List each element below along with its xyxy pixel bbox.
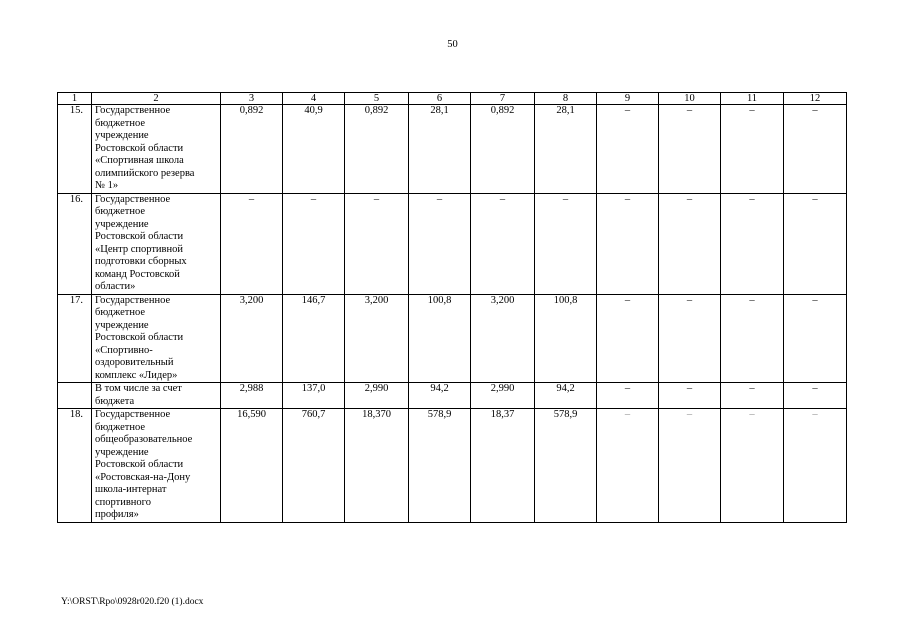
value-cell: – xyxy=(784,193,847,294)
name-line: подготовки сборных xyxy=(95,256,187,267)
value-cell: 28,1 xyxy=(409,105,471,194)
value-cell: 18,37 xyxy=(471,409,535,523)
value-cell: – xyxy=(659,383,721,409)
value-cell: – xyxy=(659,193,721,294)
header-cell: 11 xyxy=(721,93,784,105)
name-line: Государственное xyxy=(95,409,171,420)
header-cell: 2 xyxy=(92,93,221,105)
name-line: № 1» xyxy=(95,180,119,191)
name-line: «Спортивная школа xyxy=(95,155,184,166)
header-cell: 5 xyxy=(345,93,409,105)
value-cell: – xyxy=(659,105,721,194)
value-cell: – xyxy=(659,294,721,383)
value-cell: – xyxy=(721,105,784,194)
value-cell: – xyxy=(535,193,597,294)
value-cell: – xyxy=(597,294,659,383)
name-line: учреждение xyxy=(95,319,149,331)
value-cell: – xyxy=(597,383,659,409)
value-cell: 3,200 xyxy=(221,294,283,383)
value-cell: 3,200 xyxy=(345,294,409,383)
value-cell: 760,7 xyxy=(283,409,345,523)
row-number: 18. xyxy=(58,409,92,523)
row-number: 16. xyxy=(58,193,92,294)
value-cell: – xyxy=(784,294,847,383)
value-cell: – xyxy=(597,409,659,523)
table-row xyxy=(58,294,847,383)
institution-name xyxy=(92,294,221,383)
name-line: Государственное xyxy=(95,193,171,205)
header-cell: 6 xyxy=(409,93,471,105)
name-line: школа-интернат xyxy=(95,484,167,495)
name-line: Ростовской области xyxy=(95,459,184,470)
table-row xyxy=(58,383,847,409)
value-cell: – xyxy=(597,105,659,194)
footer-file-path: Y:\ORST\Rpo\0928r020.f20 (1).docx xyxy=(61,597,204,607)
value-cell: 40,9 xyxy=(283,105,345,194)
name-line: Ростовской области xyxy=(95,142,184,154)
value-cell: – xyxy=(721,383,784,409)
header-cell: 4 xyxy=(283,93,345,105)
value-cell: 28,1 xyxy=(535,105,597,194)
value-cell: – xyxy=(471,193,535,294)
name-line: учреждение xyxy=(95,218,149,230)
value-cell: – xyxy=(721,193,784,294)
value-cell: 0,892 xyxy=(345,105,409,194)
table-row xyxy=(58,409,847,523)
header-cell: 3 xyxy=(221,93,283,105)
header-cell: 10 xyxy=(659,93,721,105)
name-line: учреждение xyxy=(95,130,149,141)
value-cell: 2,990 xyxy=(471,383,535,409)
header-cell: 1 xyxy=(58,93,92,105)
value-cell: – xyxy=(597,193,659,294)
header-row xyxy=(58,93,847,105)
institution-name xyxy=(92,383,221,409)
value-cell: – xyxy=(221,193,283,294)
name-line: бюджетное xyxy=(95,117,146,129)
name-line: учреждение xyxy=(95,446,149,458)
header-cell: 9 xyxy=(597,93,659,105)
name-line: Ростовской области xyxy=(95,332,184,343)
value-cell: – xyxy=(659,409,721,523)
name-line: В том числе за счет xyxy=(95,383,182,394)
header-cell: 7 xyxy=(471,93,535,105)
name-line: спортивного xyxy=(95,496,151,508)
value-cell: – xyxy=(409,193,471,294)
value-cell: 137,0 xyxy=(283,383,345,409)
value-cell: – xyxy=(283,193,345,294)
name-line: олимпийского резерва xyxy=(95,167,195,179)
row-number: 15. xyxy=(58,105,92,194)
table-row xyxy=(58,193,847,294)
value-cell: – xyxy=(345,193,409,294)
name-line: «Ростовская-на-Дону xyxy=(95,471,191,483)
name-line: бюджета xyxy=(95,395,135,407)
value-cell: 100,8 xyxy=(535,294,597,383)
name-line: комплекс «Лидер» xyxy=(95,369,178,381)
value-cell: – xyxy=(784,383,847,409)
value-cell: – xyxy=(784,409,847,523)
header-cell: 8 xyxy=(535,93,597,105)
value-cell: – xyxy=(784,105,847,194)
name-line: общеобразовательное xyxy=(95,434,193,445)
name-line: профиля» xyxy=(95,509,139,520)
institution-name xyxy=(92,193,221,294)
name-line: «Спортивно- xyxy=(95,344,153,356)
name-line: оздоровительный xyxy=(95,357,174,368)
value-cell: 16,590 xyxy=(221,409,283,523)
value-cell: 3,200 xyxy=(471,294,535,383)
value-cell: 578,9 xyxy=(535,409,597,523)
value-cell: 2,988 xyxy=(221,383,283,409)
name-line: «Центр спортивной xyxy=(95,243,183,255)
header-cell: 12 xyxy=(784,93,847,105)
table-row xyxy=(58,105,847,194)
value-cell: 0,892 xyxy=(221,105,283,194)
value-cell: 0,892 xyxy=(471,105,535,194)
row-number: 17. xyxy=(58,294,92,383)
value-cell: 578,9 xyxy=(409,409,471,523)
name-line: бюджетное xyxy=(95,206,146,217)
name-line: команд Ростовской xyxy=(95,268,180,280)
value-cell: – xyxy=(721,409,784,523)
value-cell: 2,990 xyxy=(345,383,409,409)
name-line: области» xyxy=(95,281,136,292)
name-line: бюджетное xyxy=(95,307,146,318)
name-line: бюджетное xyxy=(95,421,146,433)
data-table xyxy=(57,92,847,523)
value-cell: 18,370 xyxy=(345,409,409,523)
value-cell: – xyxy=(721,294,784,383)
name-line: Государственное xyxy=(95,294,171,306)
name-line: Государственное xyxy=(95,105,171,116)
value-cell: 100,8 xyxy=(409,294,471,383)
name-line: Ростовской области xyxy=(95,231,184,242)
institution-name xyxy=(92,105,221,194)
row-number xyxy=(58,383,92,409)
institution-name xyxy=(92,409,221,523)
value-cell: 146,7 xyxy=(283,294,345,383)
value-cell: 94,2 xyxy=(535,383,597,409)
value-cell: 94,2 xyxy=(409,383,471,409)
page-number: 50 xyxy=(447,39,458,50)
